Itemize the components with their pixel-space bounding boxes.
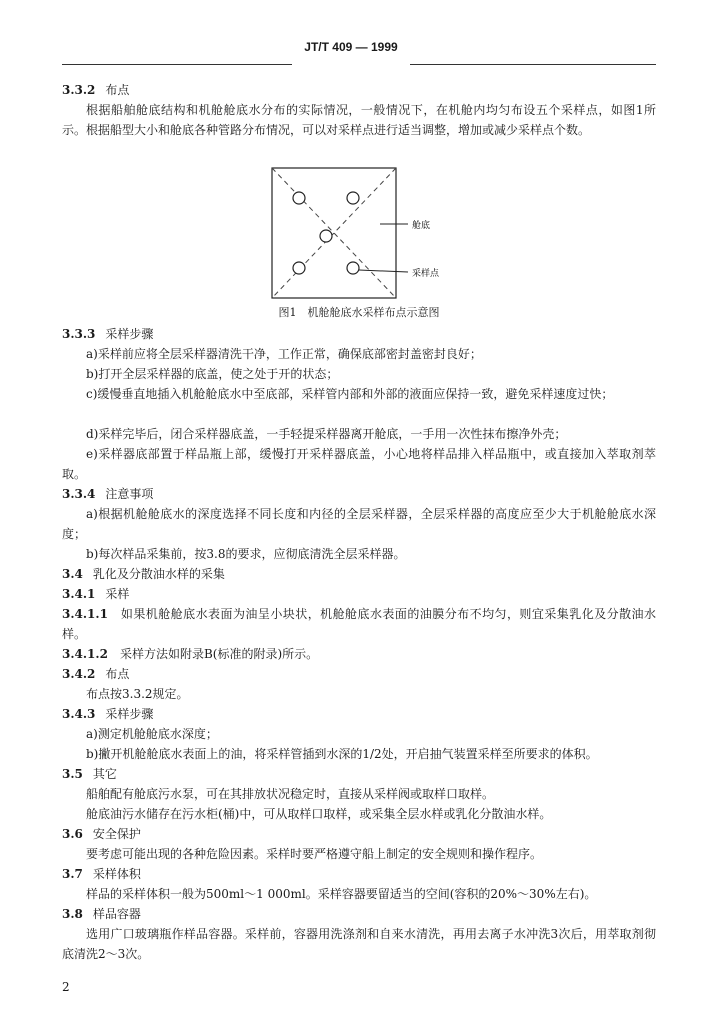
figure-caption: 图1 机舱舱底水采样布点示意图 [278, 306, 440, 319]
heading-number: 3.5 [62, 767, 83, 781]
heading-number: 3.3.3 [62, 327, 96, 341]
paragraph-3-6: 要考虑可能出现的各种危险因素。采样时要严格遵守船上制定的安全规则和操作程序。 [86, 847, 543, 861]
heading-title: 其它 [92, 767, 117, 781]
label-sample-point: 采样点 [412, 269, 440, 279]
heading-3-4-2 [62, 664, 656, 684]
list-item-b: b)打开全层采样器的底盖，使之处于开的状态； [86, 367, 339, 381]
paragraph-3-5-a: 船舶配有舱底污水泵，可在其排放状况稳定时，直接从采样阀或取样口取样。 [86, 787, 495, 801]
list-item-c: c)缓慢垂直地插入机舱舱底水中至底部，采样管内部和外部的液面应保持一致，避免采样速度过快； [86, 387, 614, 401]
sample-point-icon [347, 262, 359, 274]
heading-title: 采样步骤 [105, 707, 154, 721]
heading-3-4 [62, 564, 656, 584]
paragraph-3-8: 选用广口玻璃瓶作样品容器。采样前，容器用洗涤剂和自来水清洗，再用去离子水冲洗3次后，用萃取剂彻底清洗2～3次。 [62, 927, 656, 961]
heading-title: 样品容器 [92, 907, 141, 921]
heading-3-6 [62, 824, 656, 844]
clause-number: 3.4.1.1 [62, 607, 108, 621]
heading-3-4-1 [62, 584, 656, 604]
list-item-a: a)测定机舱舱底水深度； [86, 727, 218, 741]
figure-diagram [62, 160, 656, 300]
heading-number: 3.7 [62, 867, 83, 881]
header-rule-right [410, 64, 656, 65]
heading-title: 乳化及分散油水样的采集 [92, 567, 225, 581]
heading-title: 布点 [105, 83, 130, 97]
paragraph-3-5-b: 舱底油污水储存在污水柜(桶)中，可从取样口取样，或采集全层水样或乳化分散油水样。 [86, 807, 552, 821]
heading-title: 安全保护 [92, 827, 141, 841]
heading-number: 3.8 [62, 907, 83, 921]
clause-text: 如果机舱舱底水表面为油呈小块状，机舱舱底水表面的油膜分布不均匀，则宜采集乳化及分散油水样。 [62, 607, 656, 641]
paragraph-3-4-1-1 [62, 604, 656, 644]
heading-title: 布点 [105, 667, 130, 681]
heading-title: 采样步骤 [105, 327, 154, 341]
heading-number: 3.6 [62, 827, 83, 841]
list-item-b: b)撇开机舱舱底水表面上的油，将采样管插到水深的1/2处，开启抽气装置采样至所要求的体积。 [86, 747, 598, 761]
paragraph-3-4-2: 布点按3.3.2规定。 [86, 687, 189, 701]
list-item-d: d)采样完毕后，闭合采样器底盖，一手轻提采样器离开舱底，一手用一次性抹布擦净外壳； [86, 427, 567, 441]
leader-line-point [359, 270, 408, 272]
paragraph-3-4-1-2 [62, 644, 656, 664]
heading-number: 3.4.1 [62, 587, 96, 601]
heading-number: 3.4 [62, 567, 83, 581]
list-item-e: e)采样器底部置于样品瓶上部，缓慢打开采样器底盖，小心地将样品排入样品瓶中，或直接加入萃取剂萃取。 [62, 447, 656, 481]
heading-3-3-3 [62, 324, 656, 344]
heading-3-3-2 [62, 80, 656, 100]
clause-number: 3.4.1.2 [62, 647, 108, 661]
sample-point-icon [320, 230, 332, 242]
heading-3-5 [62, 764, 656, 784]
heading-title: 注意事项 [105, 487, 154, 501]
sample-point-icon [293, 262, 305, 274]
label-bilge: 舱底 [412, 221, 431, 231]
list-item-b: b)每次样品采集前，按3.8的要求，应彻底清洗全层采样器。 [86, 547, 406, 561]
sample-point-icon [293, 192, 305, 204]
standard-code: JT/T 409 — 1999 [304, 40, 398, 54]
heading-3-3-4 [62, 484, 656, 504]
sample-point-icon [347, 192, 359, 204]
heading-3-7 [62, 864, 656, 884]
paragraph-layout: 根据船舶舱底结构和机舱舱底水分布的实际情况，一般情况下，在机舱内均匀布设五个采样点，如图1所示。根据船型大小和舱底各种管路分布情况，可以对采样点进行适当调整，增加或减少采样点个数。 [62, 103, 656, 137]
heading-number: 3.3.4 [62, 487, 96, 501]
heading-number: 3.4.3 [62, 707, 96, 721]
heading-number: 3.3.2 [62, 83, 96, 97]
diagonal-line [272, 168, 396, 298]
header-rule-left [62, 64, 292, 65]
heading-3-8 [62, 904, 656, 924]
heading-3-4-3 [62, 704, 656, 724]
heading-number: 3.4.2 [62, 667, 96, 681]
paragraph-3-7: 样品的采样体积一般为500ml～1 000ml。采样容器要留适当的空间(容积的20%～30%左右)。 [86, 887, 597, 901]
heading-title: 采样 [105, 587, 130, 601]
diagonal-line [272, 168, 396, 298]
page-number: 2 [62, 980, 70, 994]
list-item-a: a)根据机舱舱底水的深度选择不同长度和内径的全层采样器，全层采样器的高度应至少大于机舱舱底水深度； [62, 507, 656, 541]
clause-text: 采样方法如附录B(标准的附录)所示。 [119, 647, 319, 661]
list-item-a: a)采样前应将全层采样器清洗干净，工作正常，确保底部密封盖密封良好； [86, 347, 482, 361]
heading-title: 采样体积 [92, 867, 141, 881]
document-body [62, 80, 656, 964]
bilge-outline [272, 168, 396, 298]
figure-sampling-layout [62, 160, 656, 300]
